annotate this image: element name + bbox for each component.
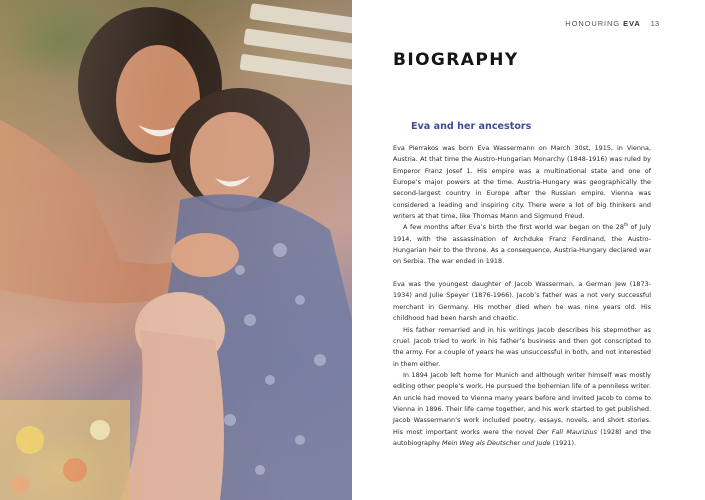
page-number: 13 xyxy=(650,19,659,28)
paragraph-2-text-a: A few months after Eva’s birth the first world war began on the 28 xyxy=(403,223,624,232)
text-page xyxy=(352,0,705,500)
paragraph-5-text-c: (1921). xyxy=(550,438,577,447)
section-heading: Eva and her ancestors xyxy=(411,121,532,132)
running-head xyxy=(565,19,659,28)
photo-illustration xyxy=(0,0,352,500)
paragraph-5-text-b: (1928) and the autobiography xyxy=(393,427,651,447)
paragraph-3: Eva was the youngest daughter of Jacob Wasserman, a German Jew (1873-1934) and Julie Speyer (1876-1966). Jacob’s father was a not very successful merchant in Germany. His mother died when he was nine years old. His childhood had been harsh and chaotic. xyxy=(393,280,651,323)
paragraph-1: Eva Pierrakos was born Eva Wassermann on March 30st, 1915, in Vienna, Austria. At that time the Austro-Hungarian Monarchy (1848-1916) was ruled by Emperor Franz Josef 1. His empire was a multinational state and one of Europe’s major powers at the time. Austria-Hungary was geographically the second-largest country in Europe after the Russian empire. Vienna was considered a leading and inspiring city. There were a lot of big thinkers and writers at that time, like Thomas Mann and Sigmund Freud. xyxy=(393,144,651,221)
running-head-label: HONOURING xyxy=(565,19,621,28)
paragraph-4: His father remarried and in his writings Jacob describes his stepmother as cruel. Jacob tried to work in his father’s business and then got conscripted to the army. For a couple of years he was unsuccessful in both, and not interested in them either. xyxy=(393,325,651,368)
photo-two-women-laughing xyxy=(0,0,352,500)
paragraph-2-text-b: of July 1914, with the assassination of Archduke Franz Ferdinand, the Austro-Hungarian heir to the throne. As a consequence, Austria-Hungary declared war on Serbia. The war ended in 1918. xyxy=(393,223,652,266)
novel-title: Der Fall Maurizius xyxy=(536,427,597,436)
body-text xyxy=(393,143,651,449)
paragraph-5 xyxy=(393,370,651,449)
paragraph-2 xyxy=(393,222,651,267)
page-title: BIOGRAPHY xyxy=(393,50,519,70)
ordinal-suffix: th xyxy=(623,222,629,228)
paragraph-5-text-a: In 1894 Jacob left home for Munich and although writer himself was mostly editing other people’s work. He pursued the bohemian life of a penniless writer. An uncle had moved to Vienna many years before and invited Jacob to come to Vienna in 1896. Their life came together, and his work started to get published. Jacob Wassermann’s work included poetry, essays, novels, and short stories. His most important works were the novel xyxy=(393,370,651,436)
autobiography-title: Mein Weg als Deutscher und Jude xyxy=(442,438,551,447)
running-head-name: EVA xyxy=(623,19,641,28)
